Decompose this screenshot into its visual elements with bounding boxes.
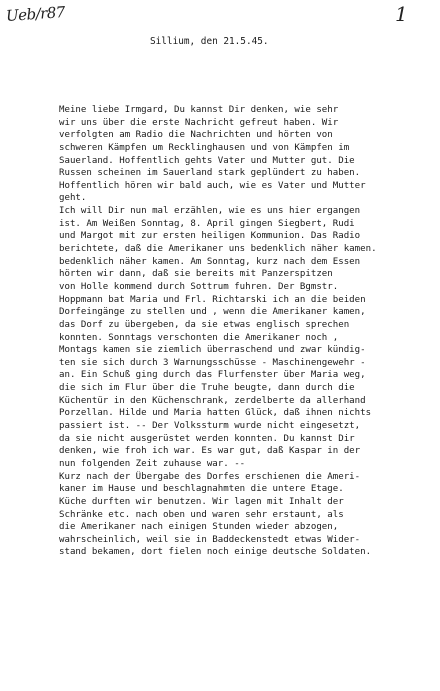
letter-line: Küche durften wir benutzen. Wir lagen mit Inhalt der bbox=[59, 496, 344, 507]
archive-reference-mark: Ueb/r87 bbox=[5, 2, 66, 26]
letter-line: Montags kamen sie ziemlich überraschend und zwar kündig- bbox=[59, 345, 366, 356]
letter-line: nun folgenden Zeit zuhause war. -- bbox=[59, 458, 246, 469]
letter-line: wahrscheinlich, weil sie in Baddeckenstedt etwas Wider- bbox=[59, 534, 361, 545]
letter-line: bedenklich näher kamen. Am Sonntag, kurz nach dem Essen bbox=[59, 256, 361, 267]
letter-line: schweren Kämpfen um Recklinghausen und von Kämpfen im bbox=[59, 142, 350, 153]
letter-line: Schränke etc. nach oben und waren sehr erstaunt, als bbox=[59, 509, 344, 520]
letter-line: Porzellan. Hilde und Maria hatten Glück, daß ihnen nichts bbox=[59, 408, 372, 419]
letter-line: von Holle kommend durch Sottrum fuhren. Der Bgmstr. bbox=[59, 281, 339, 292]
letter-line: berichtete, daß die Amerikaner uns bedenklich näher kamen. bbox=[59, 244, 377, 255]
letter-line: Hoppmann bat Maria und Frl. Richtarski ich an die beiden bbox=[59, 294, 366, 305]
letter-line: denken, wie froh ich war. Es war gut, daß Kaspar in der bbox=[59, 446, 361, 457]
letter-line: Küchentür in den Küchenschrank, zerdelberte da allerhand bbox=[59, 395, 366, 406]
letter-line: passiert ist. -- Der Volkssturm wurde nicht eingesetzt, bbox=[59, 421, 361, 432]
letter-line: die Amerikaner nach einigen Stunden wieder abzogen, bbox=[59, 522, 339, 533]
letter-line: stand bekamen, dort fielen noch einige deutsche Soldaten. bbox=[59, 547, 372, 558]
letter-line: Meine liebe Irmgard, Du kannst Dir denken, wie sehr bbox=[59, 105, 339, 115]
letter-line: konnten. Sonntags verschonten die Amerikaner noch , bbox=[59, 332, 339, 343]
letter-line: da sie nicht ausgerüstet werden konnten. Du kannst Dir bbox=[59, 433, 355, 444]
letter-line: Kurz nach der Übergabe des Dorfes erschienen die Ameri- bbox=[59, 471, 361, 482]
letter-line: Ich will Dir nun mal erzählen, wie es uns hier ergangen bbox=[59, 206, 361, 217]
page-number: 1 bbox=[395, 2, 408, 26]
letter-line: Russen scheinen im Sauerland stark geplündert zu haben. bbox=[59, 168, 361, 179]
letter-line: Sauerland. Hoffentlich gehts Vater und Mutter gut. Die bbox=[59, 155, 355, 166]
letter-line: geht. bbox=[59, 193, 87, 204]
letter-line: wir uns über die erste Nachricht gefreut haben. Wir bbox=[59, 117, 339, 128]
letter-body bbox=[59, 104, 437, 559]
letter-line: ten sie sich durch 3 Warnungsschüsse - Maschinengewehr - bbox=[59, 357, 366, 368]
letter-line: Dorfeingänge zu stellen und , wenn die Amerikaner kamen, bbox=[59, 307, 366, 318]
letter-line: die sich im Flur über die Truhe beugte, dann durch die bbox=[59, 383, 355, 394]
letter-line: ist. Am Weißen Sonntag, 8. April gingen Siegbert, Rudi bbox=[59, 218, 355, 229]
letter-line: an. Ein Schuß ging durch das Flurfenster über Maria weg, bbox=[59, 370, 366, 381]
place-and-date: Sillium, den 21.5.45. bbox=[150, 36, 269, 47]
letter-line: das Dorf zu übergeben, da sie etwas englisch sprechen bbox=[59, 319, 350, 330]
letter-line: verfolgten am Radio die Nachrichten und hörten von bbox=[59, 130, 333, 141]
letter-line: Hoffentlich hören wir bald auch, wie es Vater und Mutter bbox=[59, 180, 366, 191]
letter-line: kaner im Hause und beschlagnahmten die untere Etage. bbox=[59, 484, 344, 495]
letter-line: und Margot mit zur ersten heiligen Kommunion. Das Radio bbox=[59, 231, 361, 242]
letter-line: hörten wir dann, daß sie bereits mit Panzerspitzen bbox=[59, 269, 333, 280]
